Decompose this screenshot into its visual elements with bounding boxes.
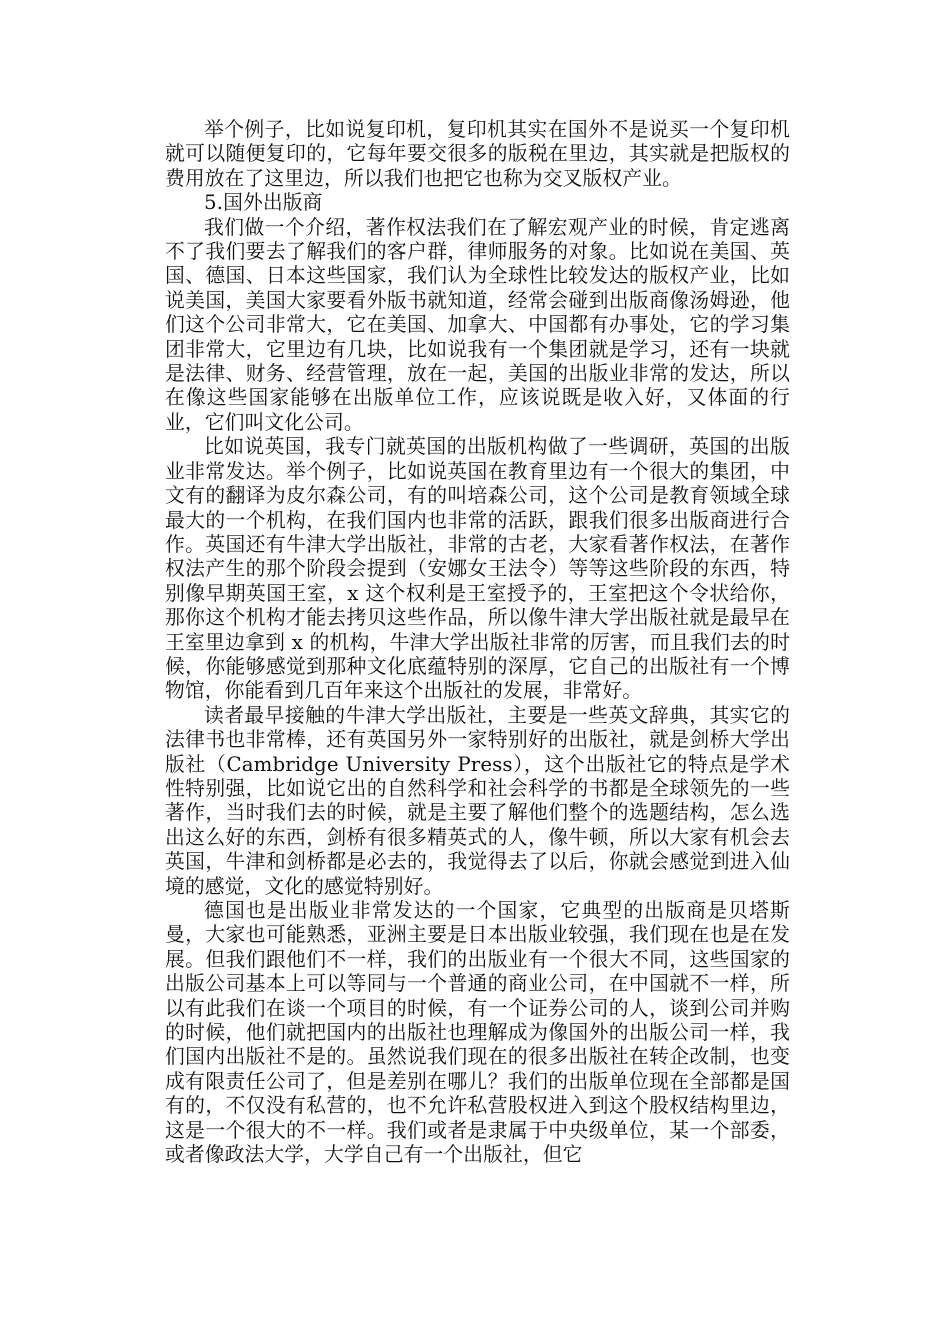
- paragraph-copier-example: 举个例子，比如说复印机，复印机其实在国外不是说买一个复印机就可以随便复印的，它每年要交很多的版税在里边，其实就是把版权的费用放在了这里边，所以我们也把它也称为交叉版权产业。: [165, 118, 790, 190]
- section-heading-foreign-publishers: 5.国外出版商: [204, 191, 323, 215]
- paragraph-usa-publishers: 我们做一个介绍，著作权法我们在了解宏观产业的时候，肯定逃离不了我们要去了解我们的客户群，律师服务的对象。比如说在美国、英国、德国、日本这些国家，我们认为全球性比较发达的版权产业，比如说美国，美国大家要看外版书就知道，经常会碰到出版商像汤姆逊，他们这个公司非常大，它在美国、加拿大、中国都有办事处，它的学习集团非常大，它里边有几块，比如说我有一个集团就是学习，还有一块就是法律、财务、经营管理，放在一起，美国的出版业非常的发达，所以在像这些国家能够在出版单位工作，应该说既是收入好，又体面的行业，它们叫文化公司。: [165, 215, 790, 434]
- paragraph-germany-asia: 德国也是出版业非常发达的一个国家，它典型的出版商是贝塔斯曼，大家也可能熟悉，亚洲主要是日本出版业较强，我们现在也是在发展。但我们跟他们不一样，我们的出版业有一个很大不同，这些国家的出版公司基本上可以等同与一个普通的商业公司，在中国就不一样，所以有此我们在谈一个项目的时候，有一个证券公司的人，谈到公司并购的时候，他们就把国内的出版社也理解成为像国外的出版公司一样，我们国内出版社不是的。虽然说我们现在的很多出版社在转企改制，也变成有限责任公司了，但是差别在哪儿？我们的出版单位现在全部都是国有的，不仅没有私营的，也不允许私营股权进入到这个股权结构里边，这是一个很大的不一样。我们或者是隶属于中央级单位，某一个部委，或者像政法大学，大学自己有一个出版社，但它: [165, 899, 790, 1167]
- document-page: [165, 118, 790, 1167]
- paragraph-uk-publishers: 比如说英国，我专门就英国的出版机构做了一些调研，英国的出版业非常发达。举个例子，比如说英国在教育里边有一个很大的集团，中文有的翻译为皮尔森公司，有的叫培森公司，这个公司是教育领域全球最大的一个机构，在我们国内也非常的活跃，跟我们很多出版商进行合作。英国还有牛津大学出版社，非常的古老，大家看著作权法，在著作权法产生的那个阶段会提到（安娜女王法令）等等这些阶段的东西，特别像早期英国王室，x 这个权利是王室授予的，王室把这个令状给你，那你这个机构才能去拷贝这些作品，所以像牛津大学出版社就是最早在王室里边拿到 x 的机构，牛津大学出版社非常的厉害，而且我们去的时候，你能够感觉到那种文化底蕴特别的深厚，它自己的出版社有一个博物馆，你能看到几百年来这个出版社的发展，非常好。: [165, 435, 790, 703]
- paragraph-oxford-cambridge: 读者最早接触的牛津大学出版社，主要是一些英文辞典，其实它的法律书也非常棒，还有英国另外一家特别好的出版社，就是剑桥大学出版社（Cambridge University Press），这个出版社它的特点是学术性特别强，比如说它出的自然科学和社会科学的书都是全球领先的一些著作，当时我们去的时候，就是主要了解他们整个的选题结构，怎么选出这么好的东西，剑桥有很多精英式的人，像牛顿，所以大家有机会去英国，牛津和剑桥都是必去的，我觉得去了以后，你就会感觉到进入仙境的感觉，文化的感觉特别好。: [165, 703, 790, 898]
